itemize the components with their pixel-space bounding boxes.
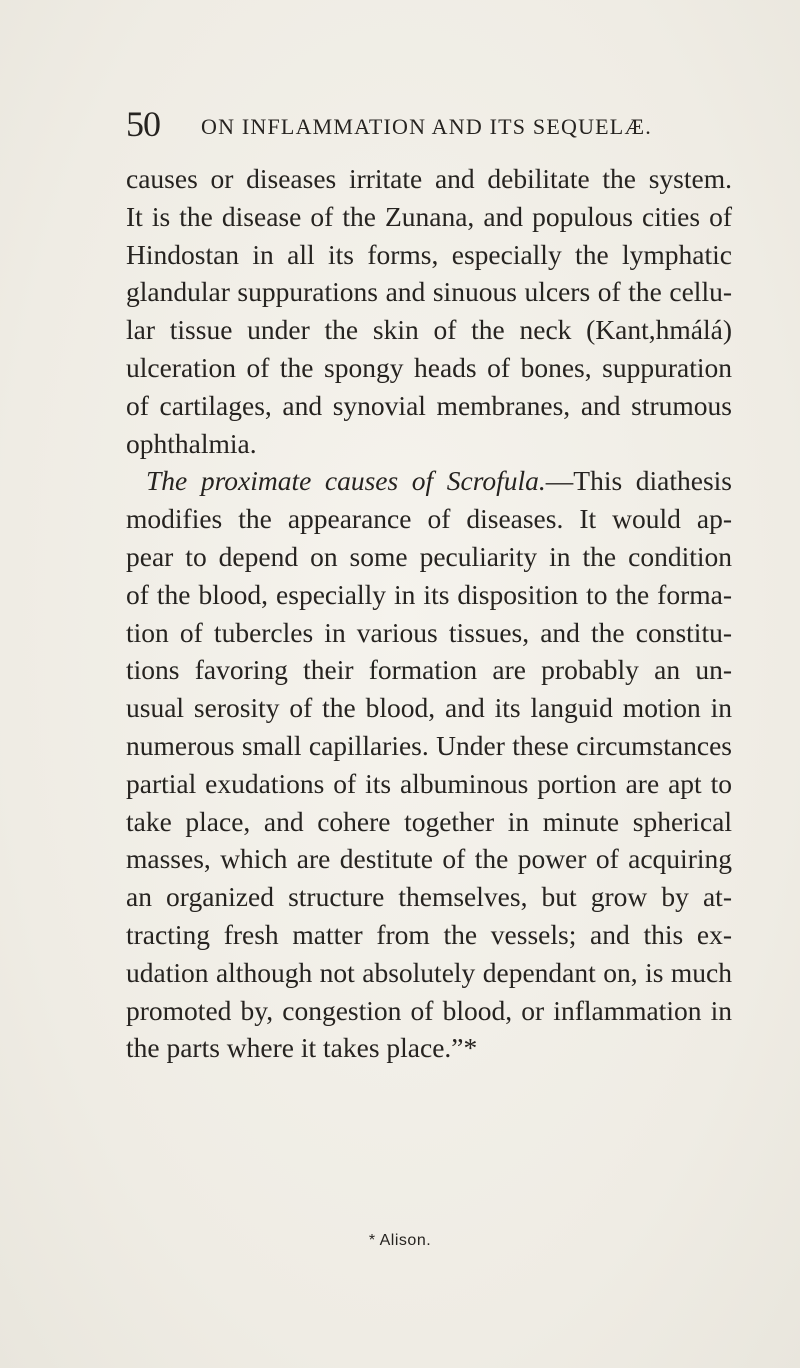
page-number: 50 — [126, 104, 160, 144]
text-line: of the blood, especially in its disposition to the forma- — [126, 578, 732, 610]
text-line: usual serosity of the blood, and its languid motion in — [126, 692, 732, 724]
text-line: lar tissue under the skin of the neck (Kant,hmálá) — [126, 314, 732, 346]
text-line: of cartilages, and synovial membranes, and strumous — [126, 389, 732, 421]
body-text — [126, 160, 732, 1067]
section-heading: The proximate causes of Scrofula. — [146, 465, 546, 497]
text-line: modifies the appearance of diseases. It would ap- — [126, 503, 732, 535]
section-heading-line — [126, 462, 732, 500]
running-title: ON INFLAMMATION AND ITS SEQUELÆ. — [201, 114, 652, 139]
text-line: It is the disease of the Zunana, and populous cities of — [126, 200, 732, 232]
text-line: tions favoring their formation are probably an un- — [126, 654, 732, 686]
page-header — [126, 104, 726, 144]
text-line: partial exudations of its albuminous portion are apt to — [126, 767, 732, 799]
text-line: glandular suppurations and sinuous ulcers of the cellu- — [126, 276, 732, 308]
text-line: an organized structure themselves, but grow by at- — [126, 881, 732, 913]
text-line: promoted by, congestion of blood, or inflammation in — [126, 994, 732, 1026]
text-line: Hindostan in all its forms, especially the lymphatic — [126, 238, 732, 270]
text-line: ophthalmia. — [126, 427, 257, 459]
text-line: take place, and cohere together in minute spherical — [126, 805, 732, 837]
section-heading-continuation: —This diathesis — [545, 465, 732, 497]
text-line: masses, which are destitute of the power of acquiring — [126, 843, 732, 875]
text-line: udation although not absolutely dependant on, is much — [126, 956, 732, 988]
footnote: * Alison. — [368, 1232, 432, 1249]
text-line: the parts where it takes place.”* — [126, 1032, 478, 1064]
text-line: numerous small capillaries. Under these circumstances — [126, 729, 732, 761]
text-line: pear to depend on some peculiarity in the condition — [126, 540, 732, 572]
text-line: tion of tubercles in various tissues, and the constitu- — [126, 616, 732, 648]
text-line: causes or diseases irritate and debilitate the system. — [126, 163, 732, 194]
text-line: tracting fresh matter from the vessels; and this ex- — [126, 918, 732, 950]
text-line: ulceration of the spongy heads of bones, suppuration — [126, 351, 732, 383]
